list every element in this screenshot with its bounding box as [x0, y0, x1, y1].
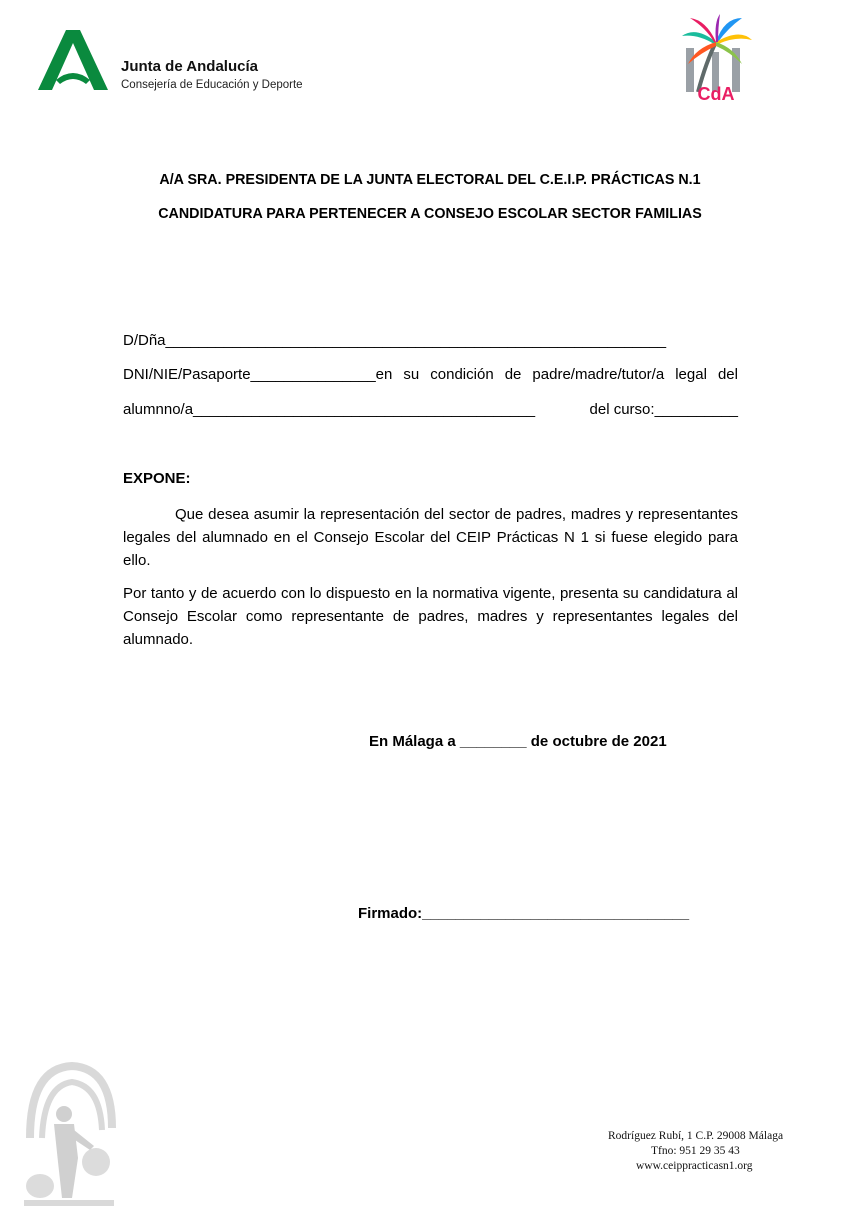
id-field-line — [123, 366, 738, 383]
place-date-line: En Málaga a ________ de octubre de 2021 — [369, 733, 667, 750]
addressee-heading: A/A SRA. PRESIDENTA DE LA JUNTA ELECTORAL DEL C.E.I.P. PRÁCTICAS N.1 — [159, 172, 701, 188]
paragraph-candidacy: Por tanto y de acuerdo con lo dispuesto en la normativa vigente, presenta su candidatura al Consejo Escolar como representante de padres, madres y representantes legales del alumnado. — [123, 585, 738, 648]
expone-heading: EXPONE: — [123, 470, 191, 487]
paragraph-request: Que desea asumir la representación del sector de padres, madres y representantes legales del alumnado en el Consejo Escolar del CEIP Prácticas N 1 si fuese elegido para ello. — [123, 506, 738, 569]
student-field-line — [123, 401, 738, 418]
id-field-word: legal — [675, 366, 707, 383]
org-department: Consejería de Educación y Deporte — [121, 79, 303, 91]
andalucia-seal-watermark — [22, 1058, 117, 1208]
student-field: alumnno/a_________________________________________ — [123, 401, 536, 418]
junta-andalucia-logo — [36, 26, 110, 92]
course-field: del curso:__________ — [589, 401, 738, 418]
footer-address: Rodríguez Rubí, 1 C.P. 29008 Málaga — [608, 1130, 784, 1142]
name-field-line: D/Dña____________________________________________________________ — [123, 332, 667, 349]
footer-website[interactable]: www.ceippracticasn1.org — [636, 1160, 753, 1172]
id-field-word: su — [403, 366, 420, 383]
signature-line: Firmado:________________________________ — [358, 905, 690, 922]
org-name: Junta de Andalucía — [121, 58, 258, 75]
id-field-label: DNI/NIE/Pasaporte_______________en — [123, 366, 393, 383]
id-field-word: del — [717, 366, 738, 383]
id-field-word: condición — [430, 366, 494, 383]
id-field-word: padre/madre/tutor/a — [532, 366, 665, 383]
document-title: CANDIDATURA PARA PERTENECER A CONSEJO ESCOLAR SECTOR FAMILIAS — [158, 206, 702, 222]
footer-phone: Tfno: 951 29 35 43 — [651, 1145, 740, 1157]
school-logo-text: CdA — [697, 84, 735, 102]
school-logo — [676, 12, 756, 102]
id-field-word: de — [504, 366, 522, 383]
